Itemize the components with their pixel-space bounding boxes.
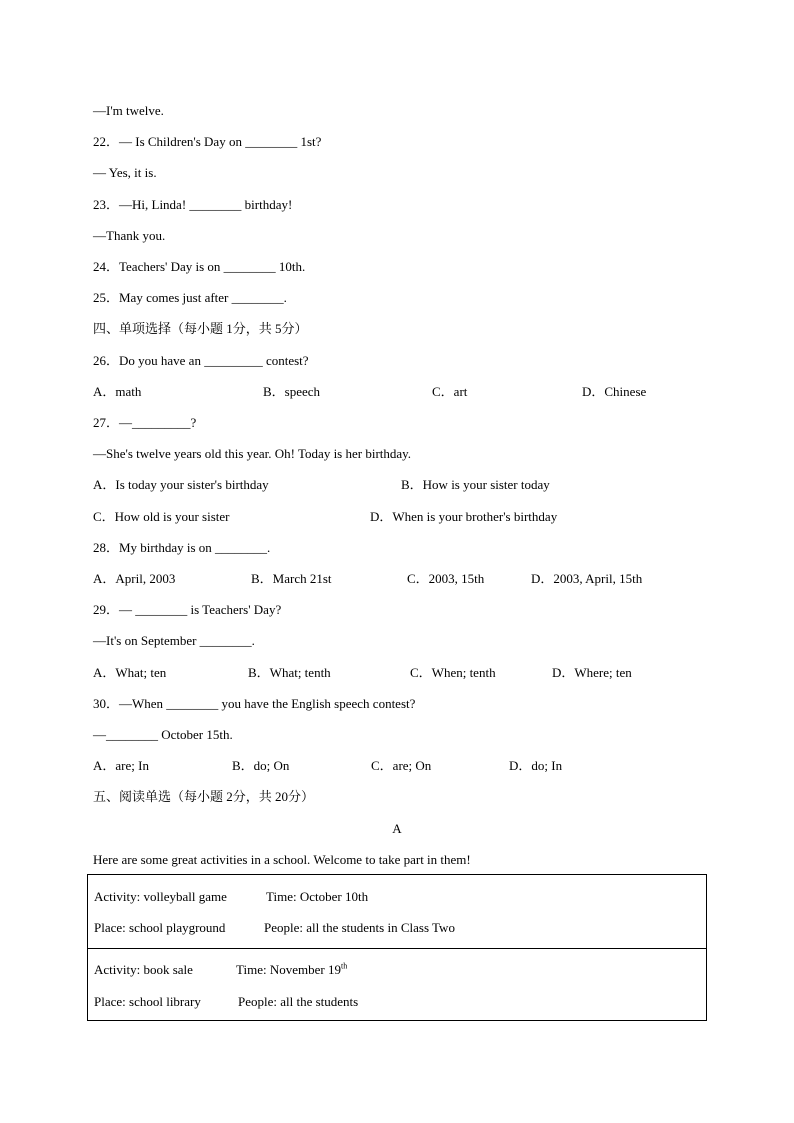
- q30-option-b: B．do; On: [232, 758, 290, 773]
- passage-label: A: [392, 821, 402, 836]
- row1-time: Time: October 10th: [266, 889, 369, 904]
- question-26: 26．Do you have an _________ contest?: [93, 353, 309, 368]
- row1-place: Place: school playground: [94, 920, 226, 935]
- q30-option-d: D．do; In: [509, 758, 563, 773]
- q26-option-c: C．art: [432, 384, 468, 399]
- row1-activity: Activity: volleyball game: [94, 889, 227, 904]
- row2-people: People: all the students: [238, 994, 359, 1009]
- q29-reply: —It's on September ________.: [93, 633, 255, 648]
- q28-option-b: B．March 21st: [251, 571, 332, 586]
- question-23: 23．—Hi, Linda! ________ birthday!: [93, 197, 293, 212]
- question-25: 25．May comes just after ________.: [93, 290, 287, 305]
- q27-option-b: B．How is your sister today: [401, 477, 550, 492]
- q28-option-c: C．2003, 15th: [407, 571, 485, 586]
- question-27: 27．—_________?: [93, 415, 197, 430]
- question-30: 30．—When ________ you have the English speech contest?: [93, 696, 416, 711]
- q21-answer: —I'm twelve.: [93, 103, 164, 118]
- q29-option-b: B．What; tenth: [248, 665, 331, 680]
- row1-people: People: all the students in Class Two: [264, 920, 455, 935]
- q23-answer: —Thank you.: [93, 228, 166, 243]
- table-row-divider: [88, 948, 706, 949]
- q22-answer: — Yes, it is.: [93, 165, 157, 180]
- q29-option-a: A．What; ten: [93, 665, 167, 680]
- row2-time-ordinal: th: [340, 961, 348, 971]
- q28-option-d: D．2003, April, 15th: [531, 571, 643, 586]
- row2-time: [236, 962, 347, 978]
- q26-option-d: D．Chinese: [582, 384, 647, 399]
- section-4-heading: 四、单项选择（每小题 1分，共 5分）: [93, 321, 308, 336]
- row2-place: Place: school library: [94, 994, 201, 1009]
- question-22: 22．— Is Children's Day on ________ 1st?: [93, 134, 322, 149]
- q27-reply: —She's twelve years old this year. Oh! Today is her birthday.: [93, 446, 412, 461]
- q30-reply: —________ October 15th.: [93, 727, 233, 742]
- activities-table: [87, 874, 707, 1021]
- passage-intro: Here are some great activities in a school. Welcome to take part in them!: [93, 852, 471, 867]
- q30-option-c: C．are; On: [371, 758, 432, 773]
- q27-option-c: C．How old is your sister: [93, 509, 230, 524]
- q29-option-c: C．When; tenth: [410, 665, 496, 680]
- section-5-heading: 五、阅读单选（每小题 2分，共 20分）: [93, 789, 315, 804]
- row2-time-text: Time: November 19: [236, 962, 341, 977]
- q27-option-d: D．When is your brother's birthday: [370, 509, 558, 524]
- question-24: 24．Teachers' Day is on ________ 10th.: [93, 259, 306, 274]
- q26-option-b: B．speech: [263, 384, 321, 399]
- q28-option-a: A．April, 2003: [93, 571, 176, 586]
- question-28: 28．My birthday is on ________.: [93, 540, 271, 555]
- q26-option-a: A．math: [93, 384, 142, 399]
- q30-option-a: A．are; In: [93, 758, 149, 773]
- question-29: 29．— ________ is Teachers' Day?: [93, 602, 282, 617]
- row2-activity: Activity: book sale: [94, 962, 193, 977]
- q29-option-d: D．Where; ten: [552, 665, 632, 680]
- q27-option-a: A．Is today your sister's birthday: [93, 477, 269, 492]
